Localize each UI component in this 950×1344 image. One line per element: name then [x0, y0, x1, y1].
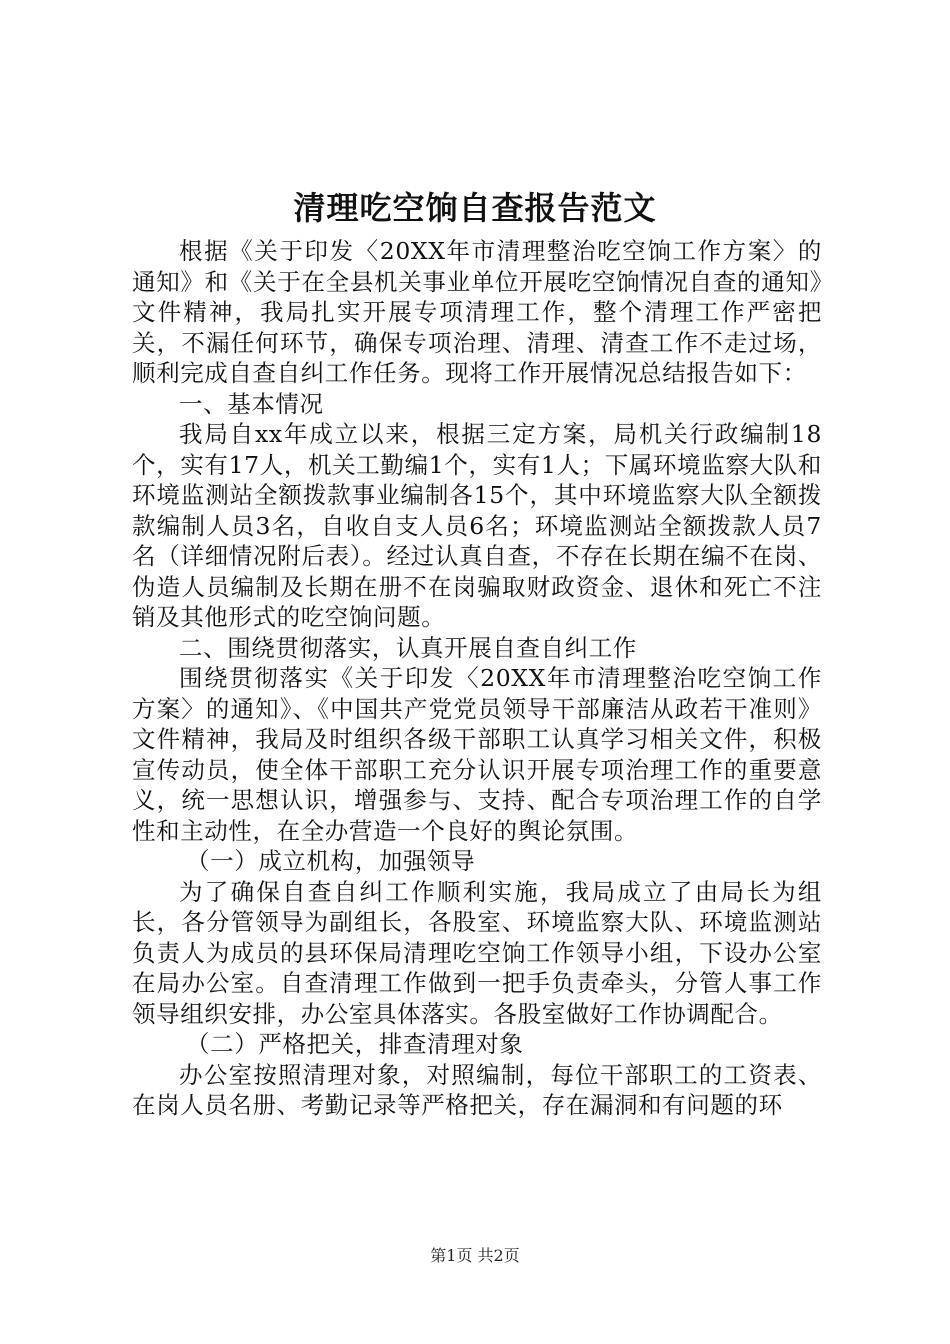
- subheading-establish-organization: （一）成立机构，加强领导: [186, 847, 476, 875]
- paragraph-establish-organization: 为了确保自查自纠工作顺利实施，我局成立了由局长为组长，各分管领导为副组长，各股室、环境监察大队、环境监测站负责人为成员的县环保局清理吃空饷工作领导小组，下设办公室在局办公室。自查清理工作做到一把手负责牵头，分管人事工作领导组织安排，办公室具体落实。各股室做好工作协调配合。: [132, 877, 822, 1028]
- subheading-strict-checking: （二）严格把关，排查清理对象: [186, 1030, 524, 1058]
- page-footer: 第1页 共2页: [430, 1246, 520, 1265]
- paragraph-self-inspection: 围绕贯彻落实《关于印发〈20XX年市清理整治吃空饷工作方案〉的通知》、《中国共产党党员领导干部廉洁从政若干准则》文件精神，我局及时组织各级干部职工认真学习相关文件，积极宣传动员，使全体干部职工充分认识开展专项治理工作的重要意义，统一思想认识，增强参与、支持、配合专项治理工作的自学性和主动性，在全办营造一个良好的舆论氛围。: [132, 664, 822, 845]
- section-heading-self-inspection: 二、围绕贯彻落实，认真开展自查自纠工作: [179, 633, 637, 662]
- document-body: [132, 236, 822, 1121]
- paragraph-strict-checking: 办公室按照清理对象，对照编制，每位干部职工的工资表、在岗人员名册、考勤记录等严格把关，存在漏洞和有问题的环: [132, 1060, 822, 1119]
- paragraph-basic-situation: 我局自xx年成立以来，根据三定方案，局机关行政编制18个，实有17人，机关工勤编1个，实有1人；下属环境监察大队和环境监测站全额拨款事业编制各15个，其中环境监察大队全额拨款编制人员3名，自收自支人员6名；环境监测站全额拨款人员7名（详细情况附后表）。经过认真自查，不存在长期在编不在岗、伪造人员编制及长期在册不在岗骗取财政资金、退休和死亡不注销及其他形式的吃空饷问题。: [132, 420, 822, 631]
- paragraph-intro: 根据《关于印发〈20XX年市清理整治吃空饷工作方案〉的通知》和《关于在全县机关事业单位开展吃空饷情况自查的通知》文件精神，我局扎实开展专项清理工作，整个清理工作严密把关，不漏任何环节，确保专项治理、清理、清查工作不走过场，顺利完成自查自纠工作任务。现将工作开展情况总结报告如下：: [132, 237, 822, 387]
- section-heading-basic-situation: 一、基本情况: [179, 389, 324, 418]
- document-title: 清理吃空饷自查报告范文: [293, 189, 657, 227]
